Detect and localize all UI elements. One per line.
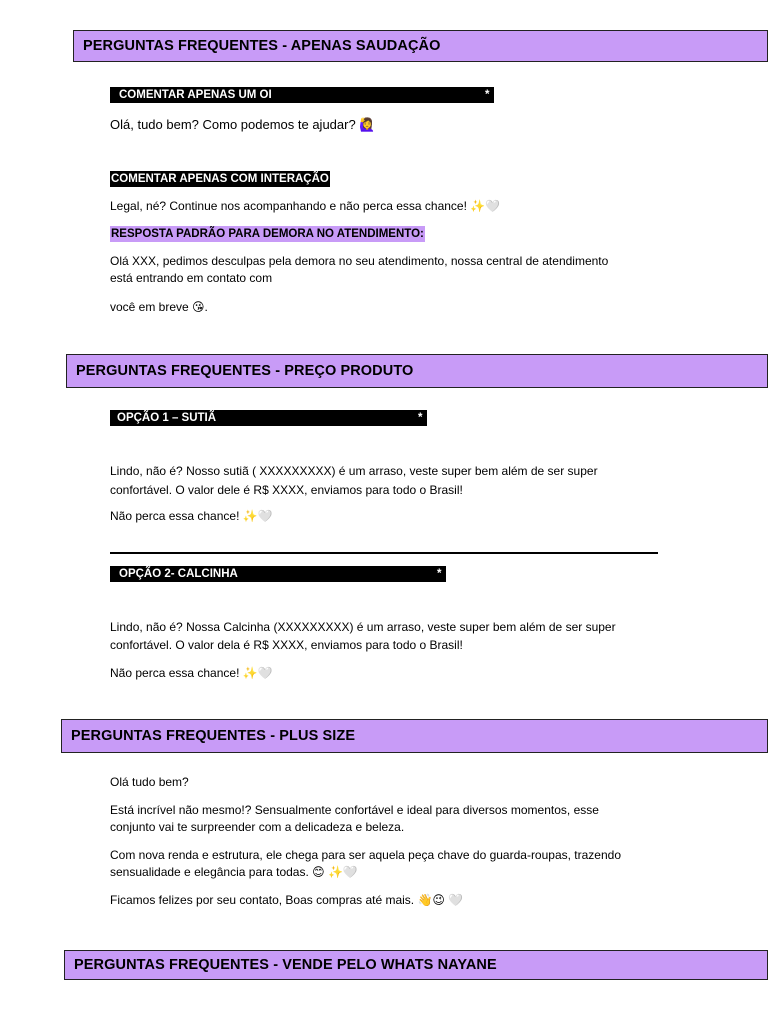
reply-oi: Olá, tudo bem? Como podemos te ajudar? 🙋‍♀️ [110,117,376,132]
plus-closing: Ficamos felizes por seu contato, Boas compras até mais. 👋😉 🤍 [110,893,464,907]
divider [110,552,658,554]
plus-p1-line2: conjunto vai te surpreender com a delicadeza e beleza. [110,820,405,834]
opcao-1-closing: Não perca essa chance! ✨🤍 [110,509,273,523]
label-text: OPÇÃO 2- CALCINHA [119,568,238,580]
plus-p1-line1: Está incrível não mesmo!? Sensualmente confortável e ideal para diversos momentos, esse [110,803,599,817]
opcao-2-line2: confortável. O valor dela é R$ XXXX, enviamos para todo o Brasil! [110,638,463,652]
asterisk: * [485,89,490,101]
section-header-preco-produto [66,354,768,388]
plus-greeting: Olá tudo bem? [110,775,189,789]
plus-p2-line1: Com nova renda e estrutura, ele chega para ser aquela peça chave do guarda-roupas, trazendo [110,848,621,862]
asterisk: * [437,568,442,580]
opcao-1-line1: Lindo, não é? Nosso sutiã ( XXXXXXXXX) é um arraso, veste super bem além de ser super [110,464,598,478]
plus-p2-line2: sensualidade e elegância para todas. 😊 ✨🤍 [110,865,358,879]
section-header-plus-size [61,719,768,753]
section-title: PERGUNTAS FREQUENTES - PLUS SIZE [71,728,356,744]
opcao-2-line1: Lindo, não é? Nossa Calcinha (XXXXXXXXX) é um arraso, veste super bem além de ser super [110,620,616,634]
label-resposta-demora [110,226,425,242]
reply-demora-line3: você em breve 😘. [110,300,208,314]
section-title: PERGUNTAS FREQUENTES - PREÇO PRODUTO [76,363,414,379]
asterisk: * [418,412,423,424]
reply-demora-line1: Olá XXX, pedimos desculpas pela demora no seu atendimento, nossa central de atendimento [110,254,609,268]
section-title: PERGUNTAS FREQUENTES - VENDE PELO WHATS NAYANE [74,957,497,973]
reply-demora-line2: está entrando em contato com [110,271,273,285]
opcao-2-closing: Não perca essa chance! ✨🤍 [110,666,273,680]
label-comentar-interacao [110,171,330,187]
label-text: COMENTAR APENAS UM OI [119,89,272,101]
section-header-vende-whats [64,950,768,980]
section-title: PERGUNTAS FREQUENTES - APENAS SAUDAÇÃO [83,38,441,54]
label-comentar-oi [110,87,494,103]
label-text: RESPOSTA PADRÃO PARA DEMORA NO ATENDIMENTO: [111,228,424,240]
section-header-saudacao [73,30,768,62]
label-opcao-1 [110,410,427,426]
label-text: OPÇÃO 1 – SUTIÃ [117,412,217,424]
reply-interacao: Legal, né? Continue nos acompanhando e não perca essa chance! ✨🤍 [110,199,501,213]
label-text: COMENTAR APENAS COM INTERAÇÃO [111,173,329,185]
opcao-1-line2: confortável. O valor dele é R$ XXXX, enviamos para todo o Brasil! [110,483,463,497]
label-opcao-2 [110,566,446,582]
